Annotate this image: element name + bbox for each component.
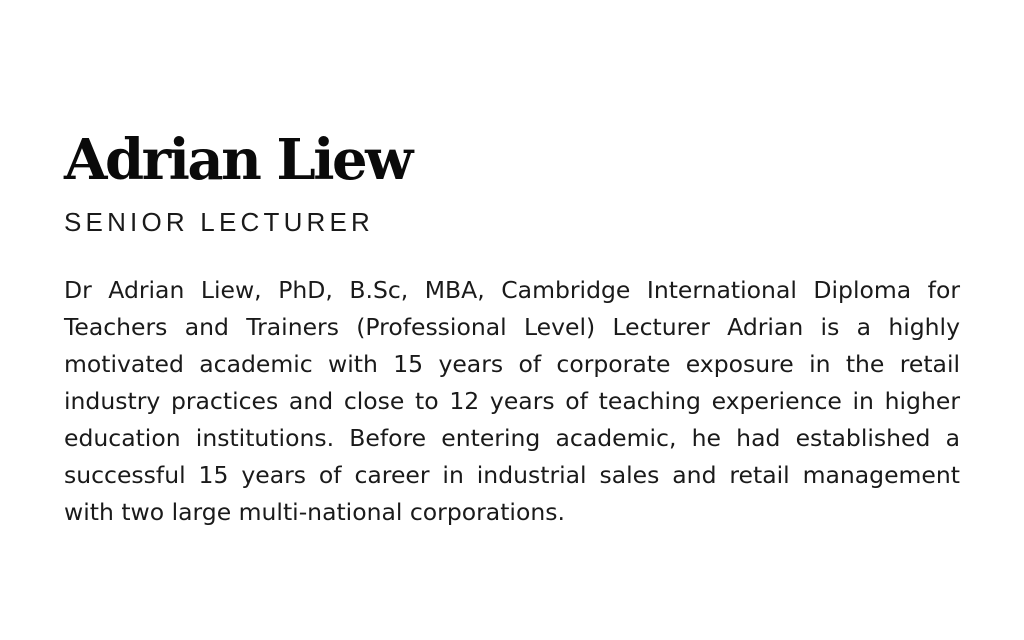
profile-title: SENIOR LECTURER xyxy=(64,207,375,237)
profile-bio: Dr Adrian Liew, PhD, B.Sc, MBA, Cambridge International Diploma for Teachers and Trainers (Professional Level) Lecturer Adrian is a highly motivated academic with 15 years of corporate exposure in the retail industry practices and close to 12 years of teaching experience in higher education institutions. Before entering academic, he had established a successful 15 years of career in industrial sales and retail management with two large multi-national corporations. xyxy=(64,276,960,526)
profile-name: Adrian Liew xyxy=(64,127,411,193)
